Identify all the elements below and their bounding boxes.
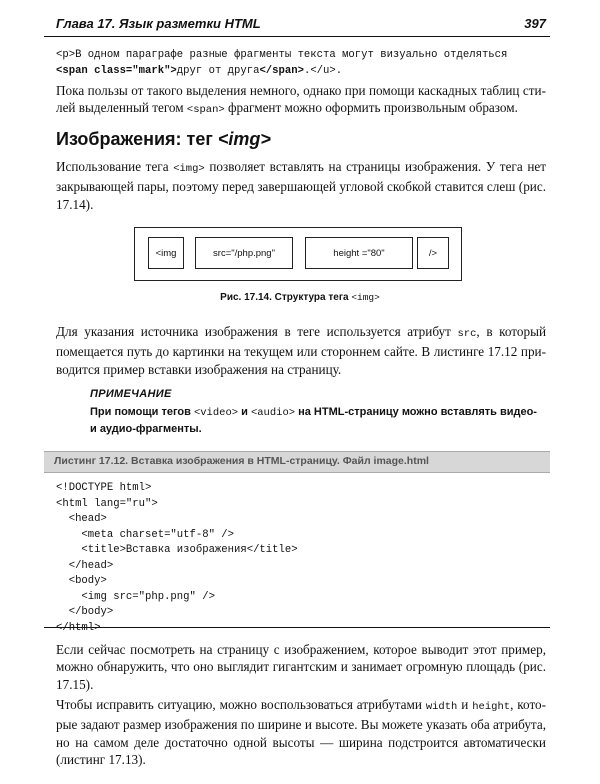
section-heading (56, 129, 271, 150)
code-line: <!DOCTYPE html> (56, 482, 152, 494)
code-snippet-top (56, 47, 546, 79)
inline-code: width (425, 701, 458, 713)
code-line: <meta charset="utf-8" /> (56, 528, 235, 541)
paragraph-result (56, 641, 546, 693)
listing-bottom-rule (44, 627, 550, 628)
text-run: Если сейчас посмотреть на страницу с изображением, которое выводит этот пример, можно обнаружить, что оно выглядит гигантским и занимает огромную площадь (рис. 17.15). (56, 642, 546, 692)
code-line: <title>Вставка изображения</title> (56, 544, 298, 556)
heading-text: Изображения: тег (56, 129, 218, 149)
code-line: </head> (56, 559, 114, 572)
text-run: Использование тега (56, 159, 174, 174)
code-span-text: друг от друга (176, 65, 260, 77)
listing-header (44, 451, 550, 473)
text-run: на HTML-страницу можно вставлять видео- и аудио-фрагменты. (90, 406, 537, 435)
code-line: </body> (56, 606, 114, 618)
text-run: Для указания источника изображения в теге используется атрибут (56, 324, 458, 339)
running-head (44, 12, 550, 37)
text-run: , кото-рые задают размер изображения по ширине и высоте. Вы можете указать оба атрибута, но на самом деле достаточно одной высоты — ширина подстроится автоматически (листинг 17.13). (56, 697, 547, 768)
figure-img-structure (134, 227, 462, 281)
paragraph-src (56, 323, 546, 378)
inline-code: <audio> (250, 407, 296, 419)
figure-part-src: src="/php.png" (195, 237, 293, 269)
figure-part-close: /> (417, 237, 449, 269)
text-run: и (457, 697, 473, 712)
text-run: и (238, 406, 251, 418)
text-run: фрагмент можно оформить произвольным образом. (224, 100, 518, 116)
inline-code: <img> (173, 163, 205, 175)
text-run: позволяет вставлять на страницы изображения. У тега нет закрывающей пары, поэтому перед завершающей угловой скобкой ставится слеш (рис. 17.14). (56, 159, 546, 212)
code-line: </html> (56, 621, 101, 634)
figure-part-img: <img (148, 237, 184, 269)
code-line: <head> (56, 513, 107, 525)
code-line-end: .</u>. (303, 65, 343, 77)
inline-code: <video> (193, 407, 239, 419)
caption-tag: <img> (351, 292, 380, 303)
code-line: <body> (56, 575, 107, 587)
note-body (90, 404, 546, 437)
inline-code: <span> (186, 104, 225, 117)
paragraph-img-intro (56, 158, 546, 213)
figure-part-height: height ="80" (305, 237, 413, 269)
intro-paragraph (56, 82, 546, 120)
code-line: <html lang="ru"> (56, 497, 158, 510)
code-line: <img src="php.png" /> (56, 590, 215, 603)
figure-caption (0, 292, 600, 303)
code-span-close: </span> (259, 65, 304, 77)
listing-title: Листинг 17.12. Вставка изображения в HTML-страницу. Файл image.html (54, 455, 429, 467)
text-run: Пока пользы от такого выделения немного, однако при помощи каскадных таблиц сти-лей выделенный тегом (56, 83, 546, 116)
chapter-title: Глава 17. Язык разметки HTML (56, 16, 261, 31)
heading-tag: <img> (217, 129, 271, 149)
caption-text: Рис. 17.14. Структура тега (220, 292, 352, 303)
text-run: , в который помещается путь до картинки на текущем или стороннем сайте. В листинге 17.12 при-водится пример вставки изображения на страницу. (56, 324, 546, 377)
note-title: ПРИМЕЧАНИЕ (90, 388, 172, 400)
code-span-open: <span class="mark"> (56, 65, 177, 77)
inline-code: height (472, 701, 511, 713)
text-run: Чтобы исправить ситуацию, можно воспользоваться атрибутами (56, 697, 426, 712)
code-listing (56, 481, 298, 636)
code-line: <p>В одном параграфе разные фрагменты текста могут визуально отделяться (56, 49, 508, 61)
page-number: 397 (524, 16, 546, 31)
text-run: При помощи тегов (90, 406, 194, 418)
paragraph-width-height (56, 696, 546, 769)
inline-code: src (457, 328, 477, 340)
